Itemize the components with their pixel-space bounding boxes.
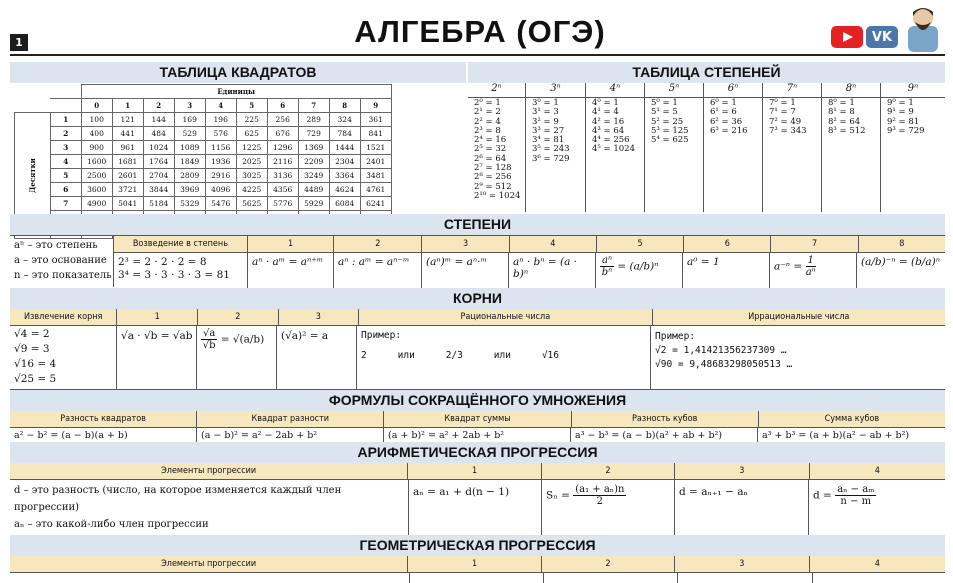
power-value: 2⁹ = 512 <box>474 181 512 192</box>
power-value: 4⁴ = 256 <box>592 135 630 146</box>
square-cell: 169 <box>174 113 205 127</box>
page-number-badge: 1 <box>10 34 28 51</box>
youtube-icon[interactable] <box>831 26 863 48</box>
square-cell: 529 <box>174 127 205 141</box>
rational-example: √16 <box>541 350 559 361</box>
power-value: 5¹ = 5 <box>651 107 678 118</box>
col-number: 1 <box>408 556 541 572</box>
power-base-header: 9ⁿ <box>907 83 919 94</box>
square-cell: 1156 <box>205 141 236 155</box>
root-example: √16 = 4 <box>14 358 57 370</box>
power-value: 2⁵ = 32 <box>474 144 507 155</box>
power-value: 9⁰ = 1 <box>887 98 914 108</box>
raise-power-header: Возведение в степень <box>114 236 248 252</box>
exponent-definition: n – это показатель <box>14 270 112 281</box>
square-cell: 5184 <box>143 197 174 211</box>
power-base-header: 4ⁿ <box>586 83 645 97</box>
unit-col-header: 5 <box>236 99 267 113</box>
square-cell: 3721 <box>112 183 143 197</box>
col-number: 2 <box>542 556 675 572</box>
col-number: 8 <box>899 239 905 249</box>
square-cell: 1225 <box>236 141 267 155</box>
square-cell: 841 <box>360 127 391 141</box>
roots-title: КОРНИ <box>10 288 945 309</box>
tens-row-header: 7 <box>50 197 81 211</box>
power-value: 7³ = 343 <box>769 125 807 136</box>
square-cell: 3136 <box>267 169 298 183</box>
square-cell: 5329 <box>174 197 205 211</box>
power-value: 5³ = 125 <box>651 125 689 136</box>
power-example: 2³ = 2 · 2 · 2 = 8 <box>118 256 207 268</box>
short-mult-formula: a² − b² = (a − b)(a + b) <box>10 428 197 444</box>
formula-name-header: Разность кубов <box>572 411 759 427</box>
power-value: 2⁶ = 64 <box>474 153 507 164</box>
formula: d = $\frac{\text{aₙ − aₘ}}{n - m}$ <box>813 484 875 507</box>
square-cell: 784 <box>329 127 360 141</box>
square-cell: 5041 <box>112 197 143 211</box>
formula: √a · √b = √ab <box>117 326 197 389</box>
square-cell: 729 <box>298 127 329 141</box>
square-cell: 5776 <box>267 197 298 211</box>
or-word: или <box>397 350 415 361</box>
short-mult-formula: a³ + b³ = (a + b)(a² − ab + b²) <box>762 430 910 441</box>
power-base-header: 2ⁿ <box>468 83 526 97</box>
power-base-header: 7ⁿ <box>763 83 822 97</box>
formula: aⁿ · aᵐ = aⁿ⁺ᵐ <box>248 253 334 288</box>
formula: $\frac{√a}{√b}$ = √(a/b) <box>197 326 277 389</box>
formula-name-header: Квадрат суммы <box>384 411 571 427</box>
formula: aₙ = a₁ + d(n − 1) <box>409 480 542 535</box>
square-cell: 4624 <box>329 183 360 197</box>
col-number: 3 <box>279 309 360 325</box>
rational-example: 2/3 <box>445 350 463 361</box>
power-value: 8³ = 512 <box>828 125 866 136</box>
unit-col-header: 1 <box>112 99 143 113</box>
vk-icon[interactable]: VK <box>866 26 898 48</box>
geom-title: ГЕОМЕТРИЧЕСКАЯ ПРОГРЕССИЯ <box>10 535 945 556</box>
square-cell: 2500 <box>81 169 112 183</box>
roots-table <box>10 309 945 390</box>
irrational-example: √90 = 9,48683298050513 … <box>655 359 793 370</box>
power-value: 2⁰ = 1 <box>474 98 501 108</box>
degree-definition: aⁿ – это степень <box>14 240 98 251</box>
power-value: 9¹ = 9 <box>887 107 914 118</box>
formula: a⁻ⁿ = $\frac{1}{\text{aⁿ}}$ <box>770 253 857 288</box>
power-value: 2⁸ = 256 <box>474 172 512 183</box>
col-number: 3 <box>675 463 809 479</box>
power-value: 8¹ = 8 <box>828 107 855 118</box>
base-definition: a – это основание <box>14 255 107 266</box>
power-value: 3⁴ = 81 <box>532 135 565 146</box>
power-value: 3³ = 27 <box>532 125 565 136</box>
square-cell: 1681 <box>112 155 143 169</box>
formula: $\frac{\text{aⁿ}}{\text{bⁿ}}$ = (a/b)ⁿ <box>596 253 683 288</box>
square-cell: 144 <box>143 113 174 127</box>
tens-row-header: 3 <box>50 141 81 155</box>
page-title: АЛГЕБРА (ОГЭ) <box>354 14 606 49</box>
power-value: 2⁷ = 128 <box>474 163 512 174</box>
square-cell: 289 <box>298 113 329 127</box>
col-number: 3 <box>422 236 509 252</box>
formula-name-header: Разность квадратов <box>10 411 197 427</box>
square-cell: 1521 <box>360 141 391 155</box>
arith-title: АРИФМЕТИЧЕСКАЯ ПРОГРЕССИЯ <box>10 442 945 463</box>
square-cell: 2704 <box>143 169 174 183</box>
formula: d = aₙ₊₁ − aₙ <box>675 480 809 535</box>
degrees-table <box>10 235 945 289</box>
formula: a⁰ = 1 <box>683 253 770 288</box>
formula: Sₙ = $\frac{\text{(a₁ + aₙ)n}}{2}$ <box>542 480 675 535</box>
square-cell: 361 <box>360 113 391 127</box>
square-cell: 3025 <box>236 169 267 183</box>
square-cell: 3600 <box>81 183 112 197</box>
square-cell: 1024 <box>143 141 174 155</box>
rational-example: 2 <box>361 350 367 361</box>
geom-table <box>10 556 945 583</box>
formula-name-header: Квадрат разности <box>197 411 384 427</box>
power-value: 4⁵ = 1024 <box>592 144 635 155</box>
power-value: 2² = 4 <box>474 116 501 127</box>
square-cell: 1296 <box>267 141 298 155</box>
power-base-header: 6ⁿ <box>704 83 763 97</box>
power-value: 2¹⁰ = 1024 <box>474 190 521 201</box>
square-cell: 3249 <box>298 169 329 183</box>
square-cell: 6241 <box>360 197 391 211</box>
square-cell: 2601 <box>112 169 143 183</box>
power-value: 7¹ = 7 <box>769 107 796 118</box>
square-cell: 2304 <box>329 155 360 169</box>
square-cell: 4356 <box>267 183 298 197</box>
col-number: 1 <box>408 463 541 479</box>
square-cell: 5625 <box>236 197 267 211</box>
formula: (a/b)⁻ⁿ = (b/a)ⁿ <box>861 256 940 268</box>
tens-label: Десятки <box>27 158 37 193</box>
power-value: 4¹ = 4 <box>592 107 619 118</box>
power-value: 6⁰ = 1 <box>710 98 737 108</box>
power-value: 8⁰ = 1 <box>828 98 855 108</box>
square-cell: 2916 <box>205 169 236 183</box>
col-number: 1 <box>117 309 198 325</box>
unit-col-header: 2 <box>143 99 174 113</box>
power-value: 8² = 64 <box>828 116 861 127</box>
extract-root-header: Извлечение корня <box>10 309 117 325</box>
square-cell: 1849 <box>174 155 205 169</box>
irrational-example-label: Пример: <box>655 331 696 342</box>
power-value: 6¹ = 6 <box>710 107 737 118</box>
power-value: 3² = 9 <box>532 116 559 127</box>
formula: aⁿ · bⁿ = (a · b)ⁿ <box>509 253 596 288</box>
square-cell: 1764 <box>143 155 174 169</box>
or-word: или <box>493 350 511 361</box>
square-cell: 676 <box>267 127 298 141</box>
square-cell: 6084 <box>329 197 360 211</box>
col-number: 4 <box>874 559 880 569</box>
col-number: 5 <box>597 236 684 252</box>
square-cell: 5476 <box>205 197 236 211</box>
col-number: 7 <box>771 236 858 252</box>
square-cell: 625 <box>236 127 267 141</box>
power-value: 6² = 36 <box>710 116 743 127</box>
irrational-example: √2 = 1,41421356237309 … <box>655 345 787 356</box>
elements-header: Элементы прогрессии <box>10 556 408 572</box>
header-divider <box>10 54 945 56</box>
square-cell: 3364 <box>329 169 360 183</box>
col-number: 6 <box>684 236 771 252</box>
square-cell: 2809 <box>174 169 205 183</box>
power-value: 3⁵ = 243 <box>532 144 570 155</box>
power-example: 3⁴ = 3 · 3 · 3 · 3 = 81 <box>118 269 230 281</box>
power-value: 5⁴ = 625 <box>651 135 689 146</box>
power-value: 7² = 49 <box>769 116 802 127</box>
tens-row-header: 2 <box>50 127 81 141</box>
arith-table <box>10 463 945 536</box>
power-value: 4² = 16 <box>592 116 625 127</box>
square-cell: 2025 <box>236 155 267 169</box>
rational-example-label: Пример: <box>361 330 402 341</box>
square-cell: 3844 <box>143 183 174 197</box>
col-number: 2 <box>198 309 279 325</box>
square-cell: 324 <box>329 113 360 127</box>
square-cell: 400 <box>81 127 112 141</box>
col-number: 4 <box>510 236 597 252</box>
square-cell: 4096 <box>205 183 236 197</box>
square-cell: 2116 <box>267 155 298 169</box>
formula: aⁿ : aᵐ = aⁿ⁻ᵐ <box>334 253 422 288</box>
power-value: 3⁰ = 1 <box>532 98 559 108</box>
unit-col-header: 4 <box>205 99 236 113</box>
square-cell: 4489 <box>298 183 329 197</box>
power-value: 5⁰ = 1 <box>651 98 678 108</box>
elements-header: Элементы прогрессии <box>10 463 408 479</box>
power-base-header: 3ⁿ <box>526 83 586 97</box>
tens-row-header: 4 <box>50 155 81 169</box>
unit-col-header: 0 <box>81 99 112 113</box>
short-mult-formula: (a − b)² = a² − 2ab + b² <box>197 428 384 444</box>
square-cell: 484 <box>143 127 174 141</box>
power-value: 7⁰ = 1 <box>769 98 796 108</box>
square-cell: 256 <box>267 113 298 127</box>
unit-col-header: 7 <box>298 99 329 113</box>
square-cell: 196 <box>205 113 236 127</box>
square-cell: 1089 <box>174 141 205 155</box>
tens-row-header: 1 <box>50 113 81 127</box>
squares-title: ТАБЛИЦА КВАДРАТОВ <box>10 62 466 83</box>
col-number: 3 <box>675 556 809 572</box>
short-mult-title: ФОРМУЛЫ СОКРАЩЁННОГО УМНОЖЕНИЯ <box>10 390 945 411</box>
power-value: 2³ = 8 <box>474 125 501 136</box>
term-definition: aₙ – это какой-либо член прогрессии <box>14 519 209 530</box>
unit-col-header: 8 <box>329 99 360 113</box>
square-cell: 1600 <box>81 155 112 169</box>
square-cell: 5929 <box>298 197 329 211</box>
col-number: 2 <box>334 236 422 252</box>
units-label: Единицы <box>81 85 391 99</box>
powers-table <box>468 83 945 212</box>
powers-title: ТАБЛИЦА СТЕПЕНЕЙ <box>468 62 945 83</box>
short-mult-formula: (a + b)² = a² + 2ab + b² <box>384 428 571 444</box>
col-number: 1 <box>248 236 334 252</box>
short-mult-table <box>10 411 945 445</box>
square-cell: 441 <box>112 127 143 141</box>
power-value: 5² = 25 <box>651 116 684 127</box>
power-value: 2¹ = 2 <box>474 107 501 118</box>
rational-header: Рациональные числа <box>359 309 652 325</box>
square-cell: 225 <box>236 113 267 127</box>
power-value: 4³ = 64 <box>592 125 625 136</box>
power-base-header: 5ⁿ <box>645 83 704 97</box>
formula: (aⁿ)ᵐ = aⁿ·ᵐ <box>422 253 509 288</box>
short-mult-formula: a³ − b³ = (a − b)(a² + ab + b²) <box>571 428 758 444</box>
square-cell: 100 <box>81 113 112 127</box>
square-cell: 1936 <box>205 155 236 169</box>
square-cell: 1369 <box>298 141 329 155</box>
square-cell: 3969 <box>174 183 205 197</box>
degrees-title: СТЕПЕНИ <box>10 214 945 235</box>
square-cell: 1444 <box>329 141 360 155</box>
root-example: √25 = 5 <box>14 373 57 385</box>
unit-col-header: 3 <box>174 99 205 113</box>
power-value: 3¹ = 3 <box>532 107 559 118</box>
power-value: 4⁰ = 1 <box>592 98 619 108</box>
power-value: 3⁶ = 729 <box>532 153 570 164</box>
square-cell: 4225 <box>236 183 267 197</box>
power-value: 9² = 81 <box>887 116 920 127</box>
square-cell: 2209 <box>298 155 329 169</box>
tens-row-header: 5 <box>50 169 81 183</box>
formula-name-header: Сумма кубов <box>824 414 880 424</box>
power-base-header: 8ⁿ <box>822 83 881 97</box>
irrational-header: Иррациональные числа <box>748 312 850 322</box>
col-number: 4 <box>874 466 880 476</box>
root-example: √9 = 3 <box>14 343 50 355</box>
unit-col-header: 9 <box>360 99 391 113</box>
root-example: √4 = 2 <box>14 328 50 340</box>
author-avatar-icon <box>902 4 944 52</box>
square-cell: 3481 <box>360 169 391 183</box>
square-cell: 2401 <box>360 155 391 169</box>
diff-definition: d – это разность (число, на которое изменяется каждый член прогрессии) <box>14 485 342 513</box>
square-cell: 900 <box>81 141 112 155</box>
square-cell: 4761 <box>360 183 391 197</box>
formula: (√a)² = a <box>277 326 357 389</box>
square-cell: 961 <box>112 141 143 155</box>
power-value: 6³ = 216 <box>710 125 748 136</box>
square-cell: 576 <box>205 127 236 141</box>
power-value: 9³ = 729 <box>887 125 925 136</box>
col-number: 2 <box>542 463 675 479</box>
unit-col-header: 6 <box>267 99 298 113</box>
tens-row-header: 6 <box>50 183 81 197</box>
square-cell: 4900 <box>81 197 112 211</box>
square-cell: 121 <box>112 113 143 127</box>
power-value: 2⁴ = 16 <box>474 135 507 146</box>
